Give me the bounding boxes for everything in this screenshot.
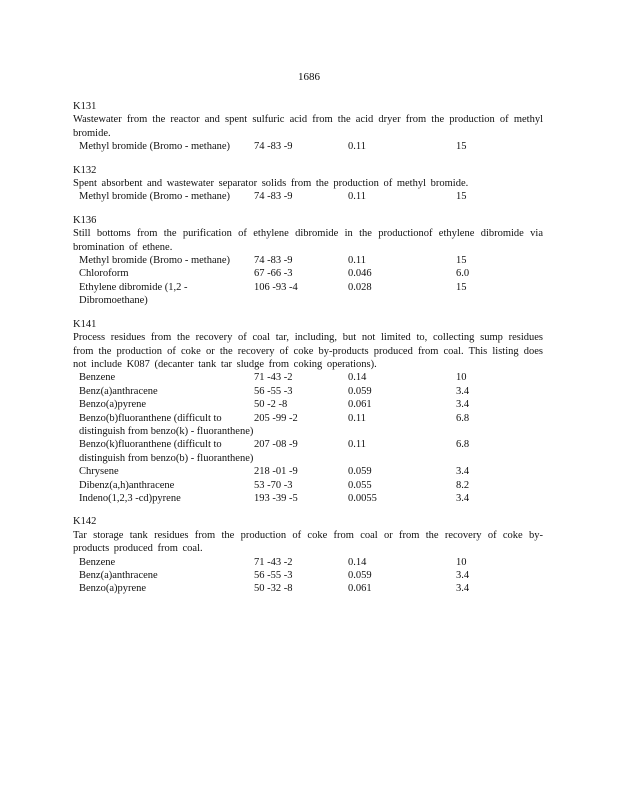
constituent-name: Indeno(1,2,3 -cd)pyrene <box>79 492 181 504</box>
cas-number: 56 -55 -3 <box>254 570 293 581</box>
constituent-name: Methyl bromide (Bromo - methane) <box>79 191 231 203</box>
wastewater-concentration: 0.14 <box>348 556 367 568</box>
wastewater-concentration: 0.11 <box>348 191 366 203</box>
wastewater-concentration: 0.061 <box>348 399 372 411</box>
constituent-table <box>79 556 516 596</box>
wastewater-concentration: 0.059 <box>348 570 372 581</box>
constituent-name: Chrysene <box>79 466 119 478</box>
cas-number: 74 -83 -9 <box>254 141 293 153</box>
nonwastewater-concentration: 15 <box>456 255 467 267</box>
constituent-row <box>79 371 516 384</box>
constituent-row <box>79 438 516 465</box>
cas-number: 207 -08 -9 <box>254 439 298 451</box>
nonwastewater-concentration: 3.4 <box>456 385 470 397</box>
cas-number: 50 -2 -8 <box>254 399 288 411</box>
waste-description: Tar storage tank residues from the production of coke from coal or from the recovery of coke by-products produced from coal. <box>73 529 543 555</box>
constituent-name: Ethylene dibromide (1,2 - Dibromoethane) <box>79 281 188 307</box>
waste-code: K136 <box>73 214 97 226</box>
constituent-row <box>79 140 516 153</box>
constituent-name: Benzo(b)fluoranthene (difficult to distinguish from benzo(k) - fluoranthene) <box>79 412 254 437</box>
waste-code: K142 <box>73 516 97 528</box>
waste-code-section <box>73 100 543 154</box>
constituent-row <box>79 281 516 308</box>
waste-code-section <box>73 318 543 506</box>
waste-code-section <box>73 515 543 595</box>
cas-number: 56 -55 -3 <box>254 385 293 397</box>
cas-number: 74 -83 -9 <box>254 255 293 267</box>
cas-number: 53 -70 -3 <box>254 479 293 491</box>
constituent-name: Benzo(a)pyrene <box>79 583 147 595</box>
waste-description: Spent absorbent and wastewater separator solids from the production of methyl bromide. <box>73 178 469 190</box>
constituent-name: Benzene <box>79 372 116 384</box>
constituent-table <box>79 190 516 203</box>
nonwastewater-concentration: 15 <box>456 141 467 153</box>
waste-listing-content <box>73 100 543 606</box>
page-number: 1686 <box>298 71 320 83</box>
wastewater-concentration: 0.055 <box>348 479 372 491</box>
constituent-row <box>79 254 516 267</box>
wastewater-concentration: 0.11 <box>348 412 366 424</box>
cas-number: 74 -83 -9 <box>254 191 293 203</box>
wastewater-concentration: 0.046 <box>348 268 372 280</box>
cas-number: 71 -43 -2 <box>254 372 293 384</box>
constituent-row <box>79 556 516 569</box>
cas-number: 71 -43 -2 <box>254 556 293 568</box>
cas-number: 218 -01 -9 <box>254 466 298 478</box>
constituent-row <box>79 492 516 505</box>
nonwastewater-concentration: 6.8 <box>456 439 470 451</box>
wastewater-concentration: 0.059 <box>348 385 372 397</box>
constituent-table <box>79 371 516 505</box>
constituent-name: Dibenz(a,h)anthracene <box>79 479 175 491</box>
constituent-row <box>79 479 516 492</box>
constituent-row <box>79 267 516 280</box>
wastewater-concentration: 0.11 <box>348 141 366 153</box>
nonwastewater-concentration: 3.4 <box>456 583 470 595</box>
nonwastewater-concentration: 3.4 <box>456 570 470 581</box>
wastewater-concentration: 0.11 <box>348 439 366 451</box>
wastewater-concentration: 0.061 <box>348 583 372 595</box>
constituent-name: Methyl bromide (Bromo - methane) <box>79 141 231 153</box>
constituent-name: Benz(a)anthracene <box>79 385 158 397</box>
wastewater-concentration: 0.14 <box>348 372 367 384</box>
constituent-name: Benzene <box>79 556 116 568</box>
constituent-row <box>79 412 516 439</box>
nonwastewater-concentration: 3.4 <box>456 492 470 504</box>
cas-number: 205 -99 -2 <box>254 412 298 424</box>
constituent-name: Benzo(a)pyrene <box>79 399 147 411</box>
wastewater-concentration: 0.0055 <box>348 492 377 504</box>
nonwastewater-concentration: 15 <box>456 191 467 203</box>
constituent-row <box>79 582 516 595</box>
constituent-name: Chloroform <box>79 268 129 280</box>
cas-number: 193 -39 -5 <box>254 492 298 504</box>
constituent-table <box>79 140 516 153</box>
waste-code: K141 <box>73 318 97 330</box>
constituent-row <box>79 385 516 398</box>
constituent-table <box>79 254 516 308</box>
constituent-name: Benzo(k)fluoranthene (difficult to distinguish from benzo(b) - fluoranthene) <box>79 439 254 464</box>
wastewater-concentration: 0.11 <box>348 255 366 267</box>
wastewater-concentration: 0.059 <box>348 466 372 478</box>
constituent-row <box>79 190 516 203</box>
cas-number: 50 -32 -8 <box>254 583 293 595</box>
constituent-row <box>79 465 516 478</box>
nonwastewater-concentration: 10 <box>456 372 467 384</box>
nonwastewater-concentration: 3.4 <box>456 466 470 478</box>
waste-description: Process residues from the recovery of coal tar, including, but not limited to, collecting sump residues from the production of coke or the recovery of coke by-products produced from coal. This listing does not include K087 (decanter tank tar sludge from coking operations). <box>73 332 543 370</box>
nonwastewater-concentration: 6.0 <box>456 268 470 280</box>
cas-number: 67 -66 -3 <box>254 268 293 280</box>
nonwastewater-concentration: 8.2 <box>456 479 470 491</box>
waste-code: K131 <box>73 101 97 112</box>
waste-code-section <box>73 164 543 204</box>
constituent-name: Benz(a)anthracene <box>79 570 158 581</box>
constituent-row <box>79 569 516 582</box>
constituent-name: Methyl bromide (Bromo - methane) <box>79 255 231 267</box>
nonwastewater-concentration: 6.8 <box>456 412 470 424</box>
wastewater-concentration: 0.028 <box>348 281 372 293</box>
waste-code-section <box>73 214 543 308</box>
nonwastewater-concentration: 15 <box>456 281 467 293</box>
waste-description: Still bottoms from the purification of ethylene dibromide in the productionof ethylene dibromide via bromination of ethene. <box>73 228 543 253</box>
nonwastewater-concentration: 3.4 <box>456 399 470 411</box>
cas-number: 106 -93 -4 <box>254 281 298 293</box>
waste-code: K132 <box>73 164 97 176</box>
constituent-row <box>79 398 516 411</box>
waste-description: Wastewater from the reactor and spent sulfuric acid from the acid dryer from the production of methyl bromide. <box>73 114 543 139</box>
nonwastewater-concentration: 10 <box>456 556 467 568</box>
